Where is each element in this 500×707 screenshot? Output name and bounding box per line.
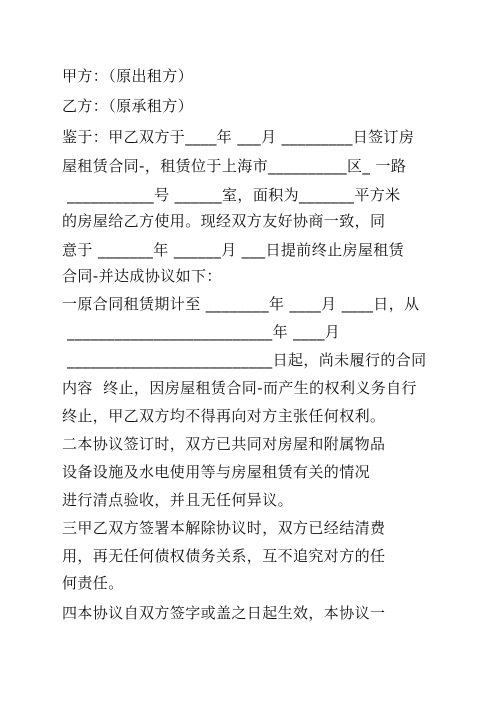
clause-2-line-2: 设备设施及水电使用等与房屋租赁有关的情况 [62, 463, 371, 481]
clause-4-line-1: 四本协议自双方签字或盖之日起生效，本协议一 [62, 604, 386, 622]
recital-line-6: 合同-并达成协议如下： [62, 267, 222, 285]
clause-1-line-3: __________________________日起，尚未履行的合同 [62, 351, 427, 369]
recital-line-1: 鉴于：甲乙双方于____年 ___月 _________日签订房 [62, 128, 415, 146]
clause-2-line-1: 二本协议签订时，双方已共同对房屋和附属物品 [62, 435, 386, 453]
clause-3-line-1: 三甲乙双方签署本解除协议时，双方已经结清费 [62, 519, 386, 537]
recital-line-2: 屋租赁合同-，租赁位于上海市__________区_ 一路 [62, 157, 407, 175]
recital-line-4: 的房屋给乙方使用。现经双方友好协商一致，同 [62, 212, 386, 230]
clause-1-line-2: __________________________年 ____月 [62, 323, 341, 341]
clause-1-line-1: 一原合同租赁期计至 ________年 ____月 ____日，从 [62, 295, 420, 313]
party-b-line: 乙方：（原承租方） [62, 97, 194, 115]
clause-2-line-3: 进行清点验收，并且无任何异议。 [62, 491, 294, 509]
clause-1-line-5: 终止，甲乙双方均不得再向对方主张任何权利。 [62, 407, 386, 425]
party-a-line: 甲方：（原出租方） [62, 67, 194, 85]
clause-3-line-2: 用，再无任何债权债务关系，互不追究对方的任 [62, 547, 386, 565]
clause-3-line-3: 何责任。 [62, 574, 124, 592]
recital-line-3: ___________号 ______室，面积为_______平方米 [62, 186, 401, 204]
clause-1-line-4: 内容 终止，因房屋租赁合同-而产生的权利义务自行 [62, 379, 417, 397]
recital-line-5: 意于 _______年 ______月 ___日提前终止房屋租赁 [62, 241, 405, 259]
